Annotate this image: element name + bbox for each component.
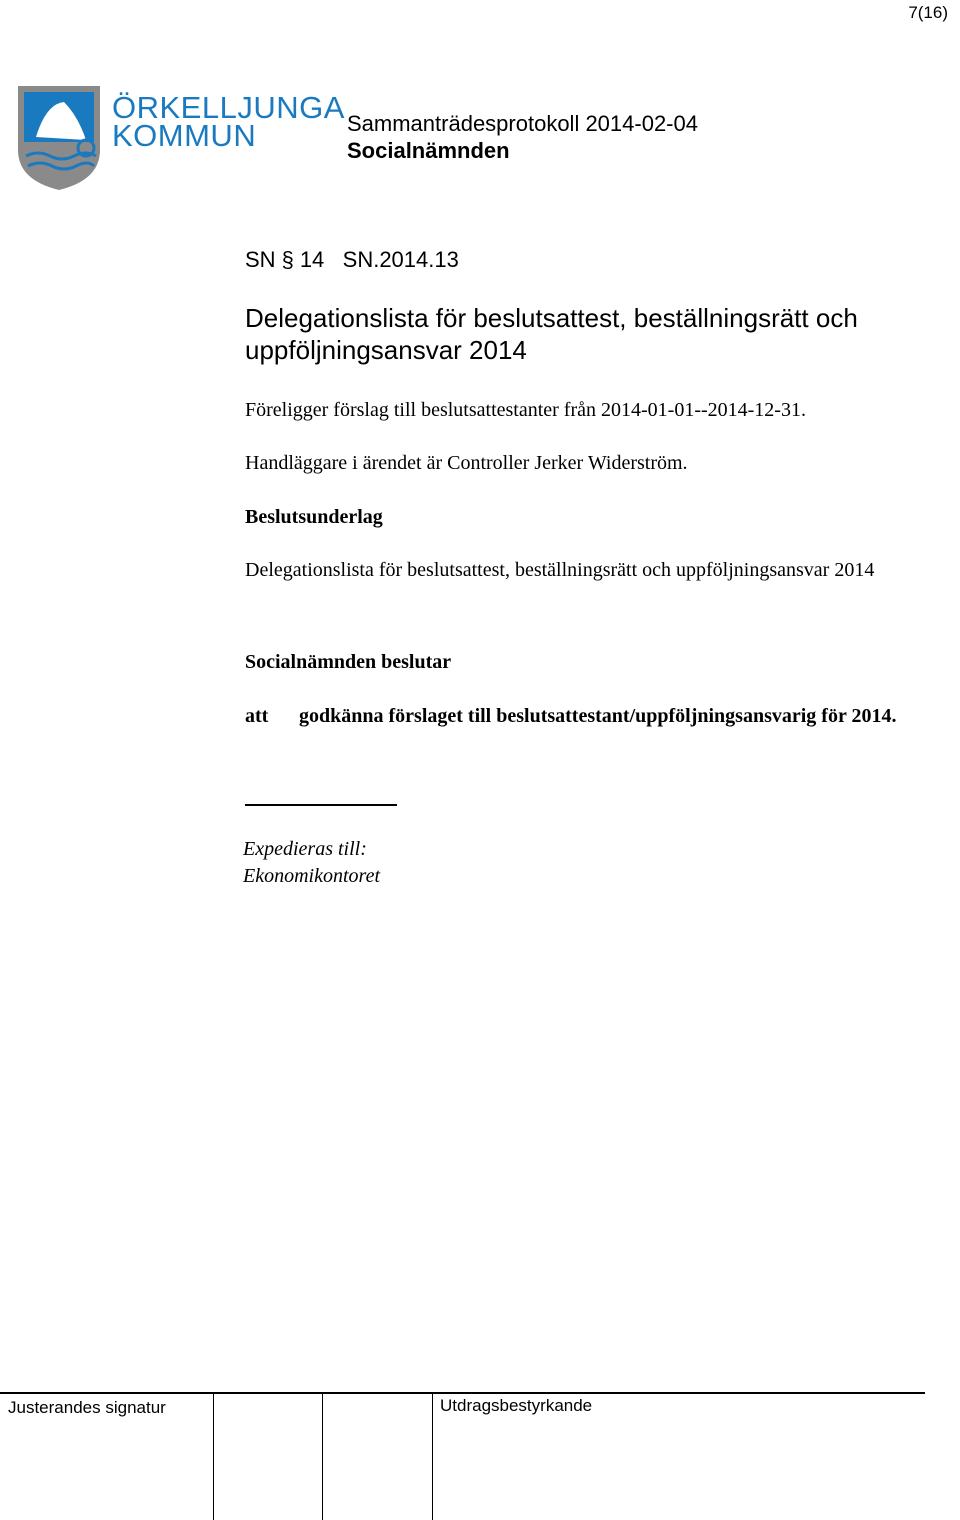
document-heading: Delegationslista för beslutsattest, beställningsrätt och uppföljningsansvar 2014 bbox=[245, 303, 858, 365]
paragraph-proposal: Föreligger förslag till beslutsattestanter från 2014-01-01--2014-12-31. bbox=[245, 399, 806, 421]
footer-divider bbox=[0, 1392, 925, 1394]
dispatch-label: Expedieras till: bbox=[243, 838, 367, 860]
protocol-title: Sammanträdesprotokoll 2014-02-04 bbox=[347, 111, 698, 136]
case-reference bbox=[245, 247, 459, 273]
dispatch-destination: Ekonomikontoret bbox=[243, 865, 381, 887]
footer-certification-label: Utdragsbestyrkande bbox=[440, 1396, 593, 1415]
page-number: 7(16) bbox=[908, 3, 948, 22]
paragraph-handler: Handläggare i ärendet är Controller Jerker Widerström. bbox=[245, 452, 688, 474]
decision-heading: Socialnämnden beslutar bbox=[245, 651, 452, 673]
basis-text: Delegationslista för beslutsattest, beställningsrätt och uppföljningsansvar 2014 bbox=[245, 559, 875, 581]
logo-text-line2: KOMMUN bbox=[112, 118, 257, 153]
footer-column-line bbox=[322, 1392, 323, 1520]
decision-text: godkänna förslaget till beslutsattestant/uppföljningsansvarig för 2014. bbox=[299, 705, 897, 727]
footer-signature-label: Justerandes signatur bbox=[8, 1398, 166, 1417]
decision-att: att bbox=[245, 705, 269, 727]
case-reference-number: SN.2014.13 bbox=[342, 247, 459, 272]
footer-column-line bbox=[213, 1392, 214, 1520]
case-number: 14 bbox=[299, 247, 325, 272]
coat-of-arms-icon bbox=[18, 86, 100, 190]
logo-text-line1: ÖRKELLJUNGA bbox=[112, 90, 345, 125]
basis-heading: Beslutsunderlag bbox=[245, 506, 383, 528]
case-section: SN bbox=[245, 247, 276, 272]
committee-name: Socialnämnden bbox=[347, 138, 510, 163]
divider bbox=[245, 804, 397, 806]
footer-column-line bbox=[432, 1392, 433, 1520]
section-sign: § bbox=[281, 247, 294, 272]
